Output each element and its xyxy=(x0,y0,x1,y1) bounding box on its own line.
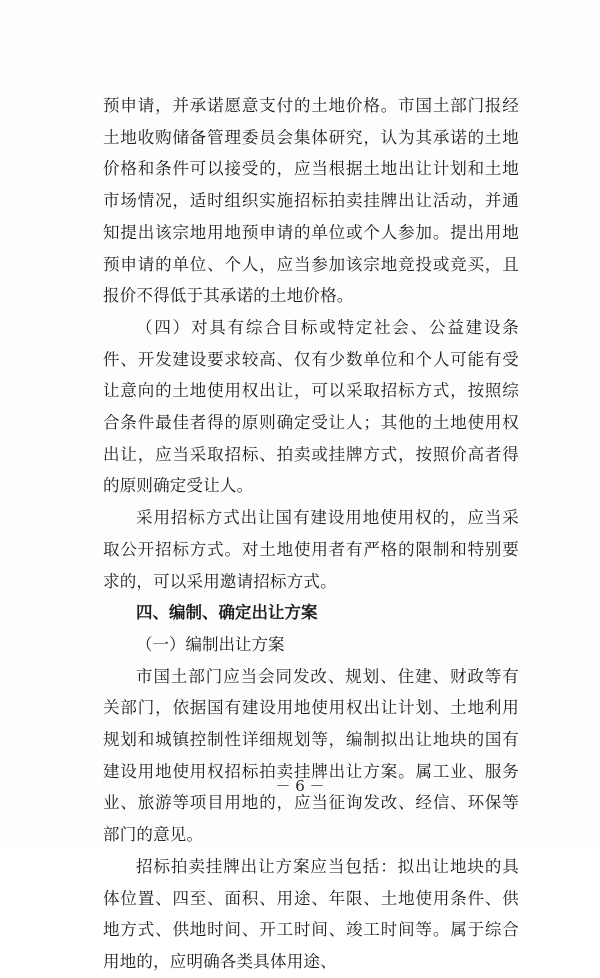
page-number: － 6 － xyxy=(275,777,325,795)
paragraph-tender-method: 采用招标方式出让国有建设用地使用权的，应当采取公开招标方式。对土地使用者有严格的限制和特别要求的，可以采用邀请招标方式。 xyxy=(103,508,519,591)
document-body xyxy=(103,90,519,978)
subsection-heading-one: （一）编制出让方案 xyxy=(136,634,285,654)
paragraph-plan-preparation: 市国土部门应当会同发改、规划、住建、财政等有关部门，依据国有建设用地使用权出让计划、土地利用规划和城镇控制性详细规划等，编制拟出让地块的国有建设用地使用权招标拍卖挂牌出让方案。属工业、服务业、旅游等项目用地的，应当征询发改、经信、环保等部门的意见。 xyxy=(103,666,519,845)
paragraph-plan-contents: 招标拍卖挂牌出让方案应当包括：拟出让地块的具体位置、四至、面积、用途、年限、土地使用条件、供地方式、供地时间、开工时间、竣工时间等。属于综合用地的，应明确各类具体用途、 xyxy=(103,856,519,971)
section-heading-four: 四、编制、确定出让方案 xyxy=(136,603,318,623)
paragraph-item-four: （四）对具有综合目标或特定社会、公益建设条件、开发建设要求较高、仅有少数单位和个人可能有受让意向的土地使用权出让，可以采取招标方式，按照综合条件最佳者得的原则确定受让人；其他的土地使用权出让，应当采取招标、拍卖或挂牌方式，按照价高者得的原则确定受让人。 xyxy=(103,317,519,496)
paragraph-land-price-commitment: 预申请，并承诺愿意支付的土地价格。市国土部门报经土地收购储备管理委员会集体研究，认为其承诺的土地价格和条件可以接受的，应当根据土地出让计划和土地市场情况，适时组织实施招标拍卖挂牌出让活动，并通知提出该宗地用地预申请的单位或个人参加。提出用地预申请的单位、个人，应当参加该宗地竞投或竞买，且报价不得低于其承诺的土地价格。 xyxy=(103,96,519,306)
